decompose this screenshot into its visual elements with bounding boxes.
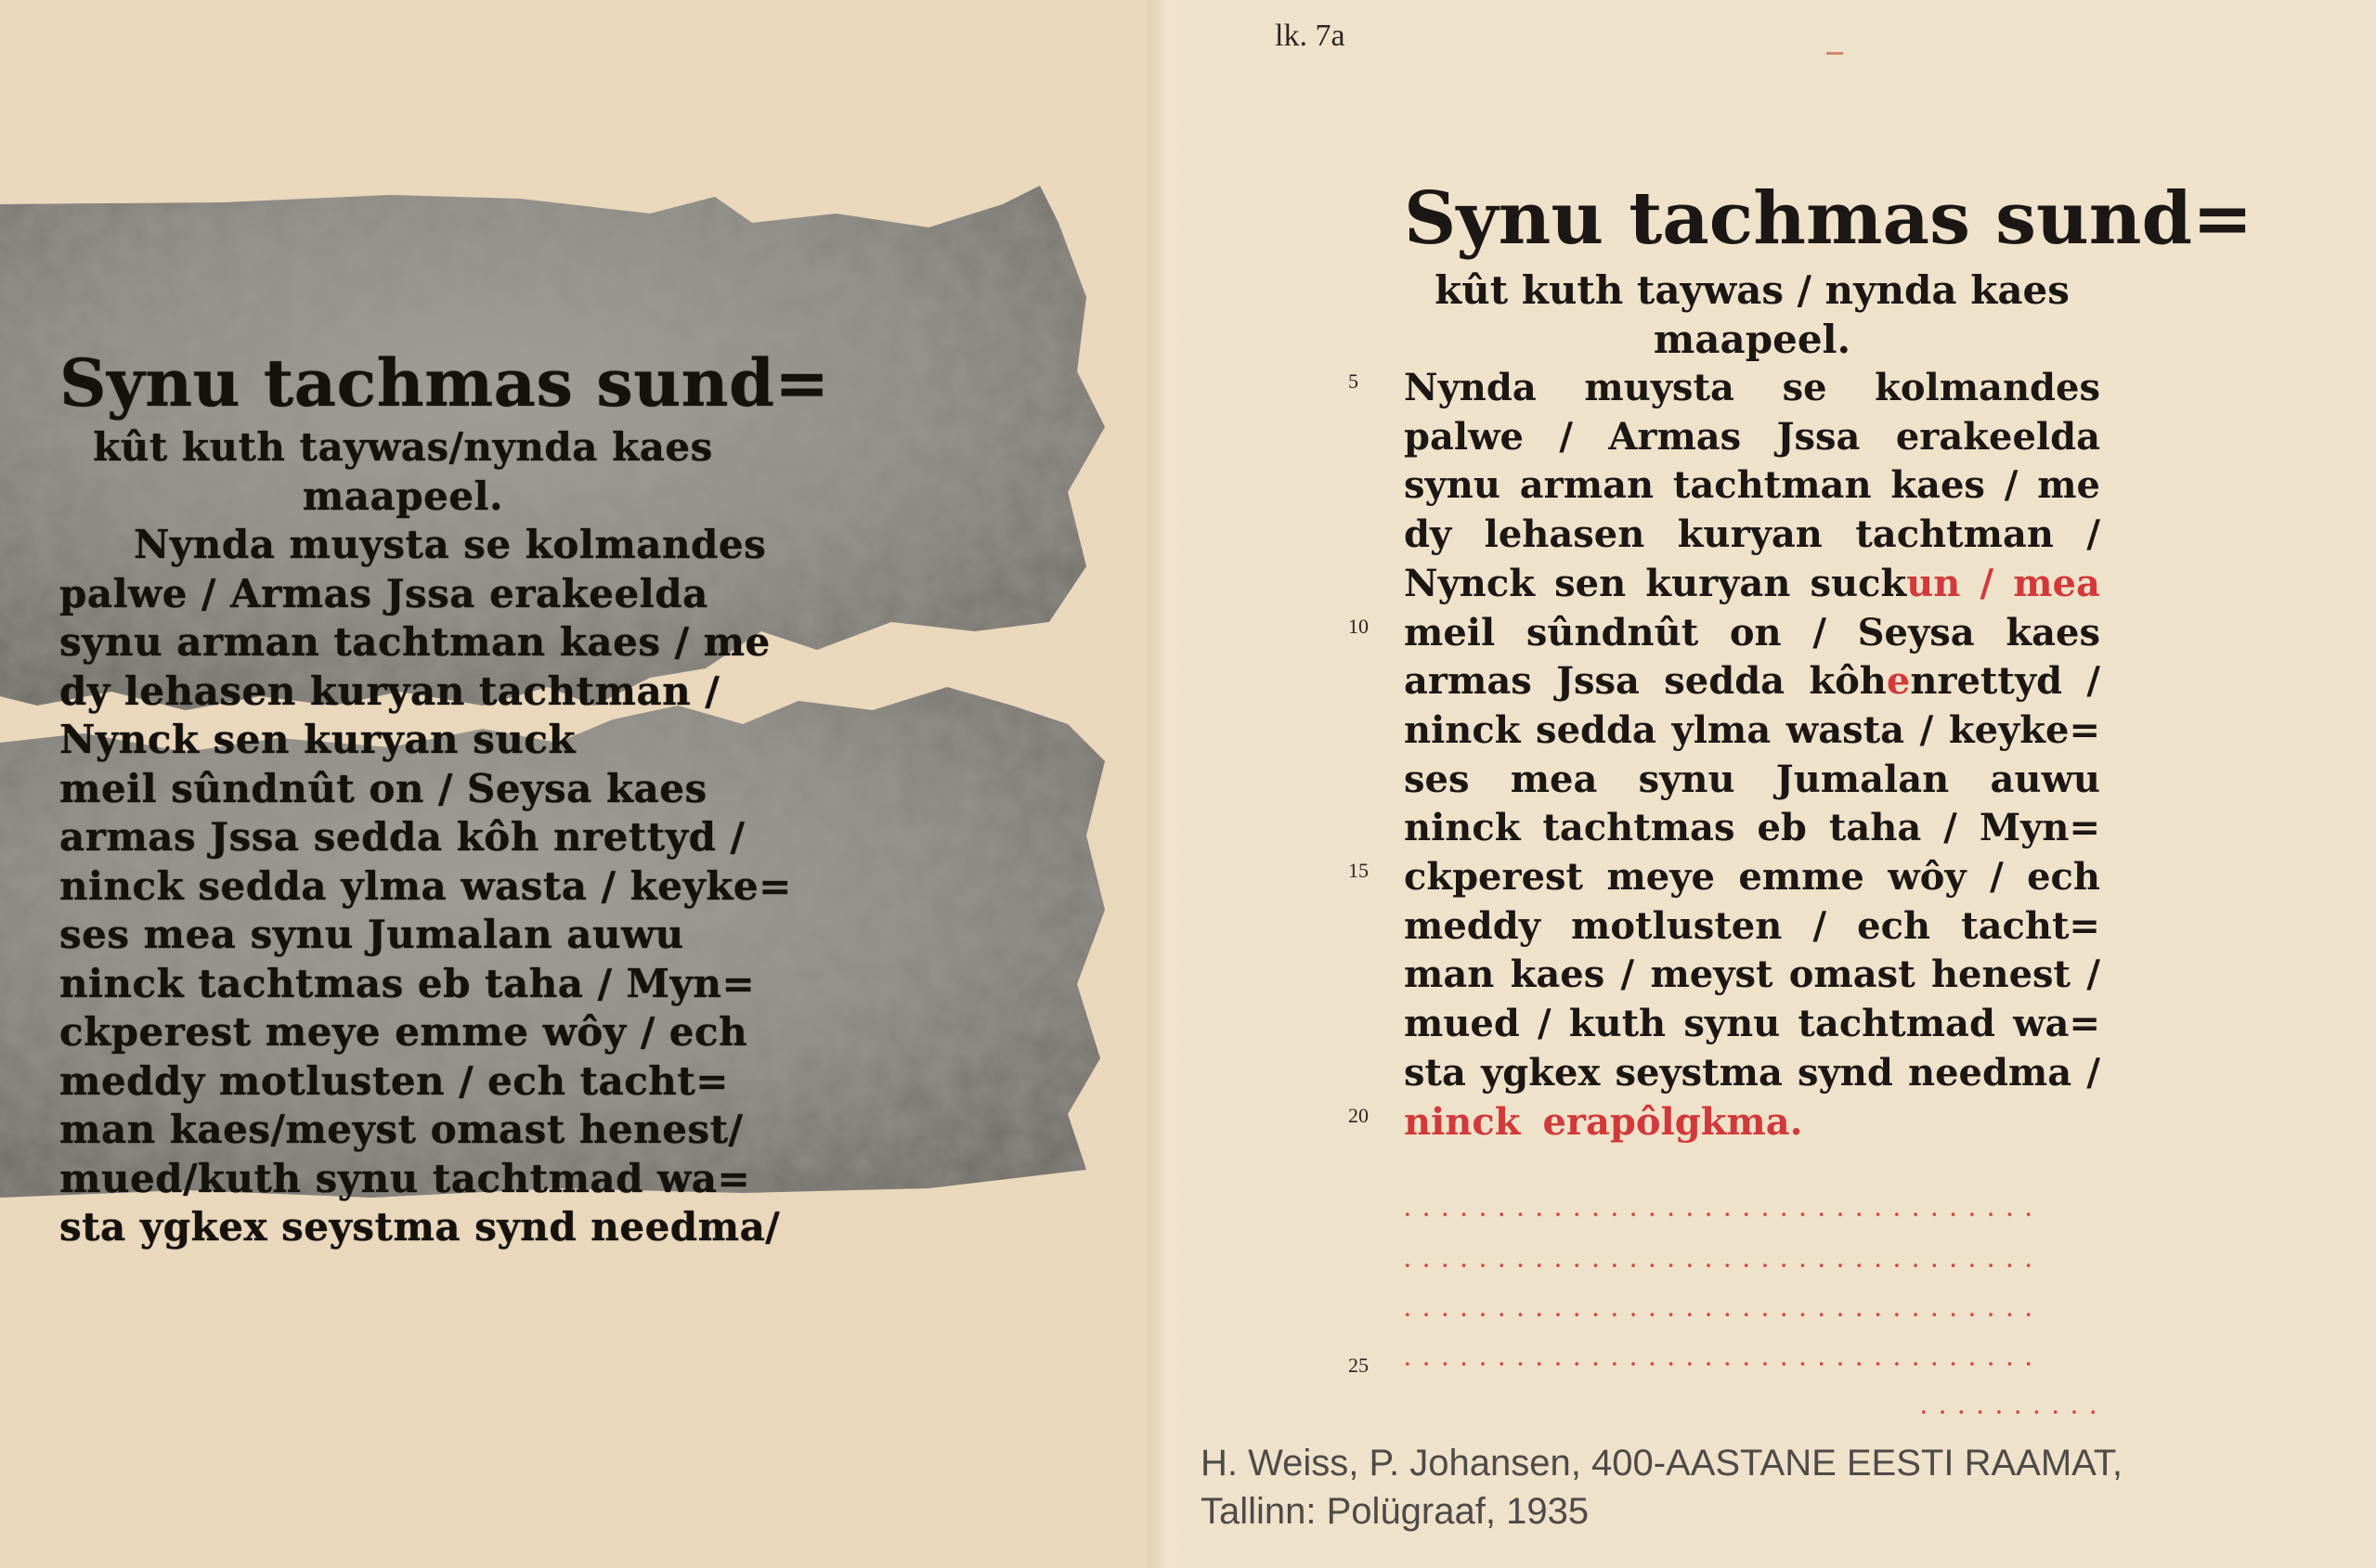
word-text: sedda xyxy=(1664,659,1785,704)
transcription-line xyxy=(1404,853,2100,902)
transcription xyxy=(1404,172,2253,1147)
rubric-text: un xyxy=(1906,561,1961,605)
transcription-word xyxy=(1671,706,1771,756)
rubric-text: e xyxy=(1886,659,1911,704)
word-text: wa= xyxy=(2013,1002,2100,1046)
transcription-word xyxy=(1812,902,1826,952)
word-text: lehasen xyxy=(1484,512,1645,557)
word-text: ylma xyxy=(1671,707,1772,752)
transcription-word xyxy=(1404,756,1470,805)
transcription-word xyxy=(1943,804,1957,853)
transcription-line xyxy=(1404,1049,2100,1098)
transcription-word xyxy=(1554,560,1626,609)
word-text: sûndnût xyxy=(1526,610,1699,654)
transcription-word xyxy=(1990,756,2100,805)
word-text: synu xyxy=(1404,463,1500,508)
transcription-word xyxy=(1526,609,1698,658)
transcription-word xyxy=(2006,609,2100,658)
word-text: / xyxy=(2086,952,2100,997)
transcription-body xyxy=(1404,364,2100,1147)
fragment-line: maapeel. xyxy=(302,473,504,519)
line-number: 20 xyxy=(1348,1103,1369,1127)
transcription-word xyxy=(1888,853,1966,902)
transcription-word xyxy=(1673,461,1872,511)
transcription-word xyxy=(1481,1049,1600,1098)
word-text: / xyxy=(2004,463,2019,508)
fragment-line: sta ygkex seystma synd needma/ xyxy=(59,1204,781,1250)
transcription-word xyxy=(1571,902,1782,952)
rubric-text: / xyxy=(1980,561,1994,605)
word-text: kuth xyxy=(1568,1002,1667,1046)
word-text: kaes xyxy=(1510,952,1605,997)
word-text: / xyxy=(2086,1050,2100,1095)
transcription-line xyxy=(1404,756,2100,805)
word-text: muysta xyxy=(1584,366,1734,409)
ink-mark xyxy=(1826,52,1843,55)
caption-line-2: Tallinn: Polügraaf, 1935 xyxy=(1201,1491,1590,1532)
dot-row: •••••••••••••••••••••••••••••••••• xyxy=(1404,1309,2045,1323)
word-text: Jssa xyxy=(1776,414,1861,459)
transcription-word xyxy=(1404,706,1520,756)
transcription-word xyxy=(1980,560,1994,609)
word-text: kaes xyxy=(1890,463,1985,508)
word-text: kolmandes xyxy=(1875,366,2100,409)
word-text: arman xyxy=(1519,463,1655,508)
transcription-word xyxy=(1559,413,1573,462)
transcription-word xyxy=(1990,853,2004,902)
word-text: needma xyxy=(1907,1050,2072,1095)
word-text: / xyxy=(2086,512,2100,557)
transcription-word xyxy=(1404,951,1494,1000)
rubric-text: erapôlgkma. xyxy=(1542,1099,1803,1144)
word-text: Armas xyxy=(1608,414,1742,459)
word-text: / xyxy=(1919,707,1934,752)
dot-row: •••••••••••••••••••••••••••••••••• xyxy=(1404,1260,2045,1274)
fragment-line: ses mea synu Jumalan auwu xyxy=(59,912,684,957)
line-number: 5 xyxy=(1348,369,1358,393)
word-text: palwe xyxy=(1404,414,1524,459)
transcription-word xyxy=(1857,902,1930,952)
word-text: / xyxy=(1812,903,1827,948)
transcription-word xyxy=(1404,364,1537,413)
transcription-word xyxy=(1569,1000,1666,1049)
word-text: meddy xyxy=(1404,903,1540,948)
transcription-word xyxy=(1645,560,1790,609)
dot-row: •••••••••••••••••••••••••••••••••• xyxy=(1404,1358,2045,1372)
word-text: on xyxy=(1729,610,1782,654)
source-caption xyxy=(1201,1439,2123,1536)
word-text: / xyxy=(1990,855,2004,900)
transcription-word xyxy=(1730,609,1782,658)
transcription-subtitle-line: kût kuth taywas / nynda kaes xyxy=(1435,267,2070,313)
fragment-line: ninck sedda ylma wasta / keyke= xyxy=(59,862,792,909)
fragment-line: meil sûndnût on / Seysa kaes xyxy=(59,765,708,811)
word-text: Jumalan xyxy=(1775,757,1950,801)
word-text: seystma xyxy=(1615,1050,1783,1095)
word-text: / xyxy=(1812,610,1826,654)
dot-row: •••••••••• xyxy=(1920,1406,2109,1420)
word-text: erakeelda xyxy=(1895,414,2100,459)
transcription-word xyxy=(2086,1049,2100,1098)
word-text: / xyxy=(1943,806,1957,850)
transcription-word xyxy=(1777,413,1861,462)
rubric-text: mea xyxy=(2013,561,2100,605)
word-text: ninck xyxy=(1404,806,1521,850)
line-number-25: 25 xyxy=(1348,1354,1369,1377)
transcription-title: Synu tachmas sund= xyxy=(1404,176,2253,261)
transcription-word xyxy=(1608,413,1741,462)
word-text: ech xyxy=(2027,855,2100,900)
word-text: / xyxy=(1559,414,1573,459)
word-text: synu xyxy=(1683,1002,1781,1046)
word-text: tachtman xyxy=(1855,512,2054,557)
word-text: tachtmad xyxy=(1798,1002,1995,1046)
word-text: taha xyxy=(1828,806,1922,850)
transcription-word xyxy=(1542,1098,1802,1147)
transcription-word xyxy=(2013,1000,2100,1049)
line-number: 15 xyxy=(1348,859,1369,882)
word-text: motlusten xyxy=(1571,903,1783,948)
word-text: kuryan xyxy=(1677,512,1823,557)
transcription-word xyxy=(1615,1049,1782,1098)
word-text: Nynck xyxy=(1404,561,1535,605)
transcription-line xyxy=(1404,511,2100,560)
fragment-line: kût kuth taywas/nynda kaes xyxy=(93,424,713,470)
transcription-word xyxy=(1511,951,1605,1000)
transcription-word xyxy=(1908,1049,2071,1098)
transcription-word xyxy=(1404,1049,1466,1098)
transcription-word xyxy=(1404,804,1520,853)
word-text: kôh xyxy=(1809,659,1887,704)
word-text: me xyxy=(2037,463,2100,508)
dot-row: •••••••••••••••••••••••••••••••••• xyxy=(1404,1209,2045,1223)
transcription-word xyxy=(1786,706,1904,756)
transcription-word xyxy=(2086,951,2100,1000)
transcription-word xyxy=(1556,657,1640,706)
transcription-word xyxy=(1980,804,2100,853)
word-text: meyst xyxy=(1650,952,1773,997)
transcription-word xyxy=(1485,511,1645,560)
transcription-word xyxy=(2013,560,2100,609)
transcription-word xyxy=(1812,609,1826,658)
facsimile-fragment xyxy=(0,186,1114,1263)
word-text: auwu xyxy=(1990,757,2100,801)
transcription-word xyxy=(2027,853,2100,902)
caption-line-1: H. Weiss, P. Johansen, 400-AASTANE EESTI RAAMAT, xyxy=(1201,1443,2123,1484)
fragment-line: synu arman tachtman kaes / me xyxy=(59,619,771,665)
fragment-line: meddy motlusten / ech tacht= xyxy=(59,1057,729,1104)
word-text: se xyxy=(1782,366,1827,409)
transcription-line xyxy=(1404,560,2100,609)
transcription-word xyxy=(1811,560,1961,609)
word-text: nrettyd xyxy=(1910,659,2063,704)
transcription-word xyxy=(1920,706,1934,756)
transcription-word xyxy=(2037,461,2100,511)
word-text: wasta xyxy=(1785,707,1905,752)
transcription-word xyxy=(1789,951,1915,1000)
word-text: henest xyxy=(1930,952,2071,997)
transcription-word xyxy=(1404,1000,1520,1049)
transcription-line xyxy=(1404,951,2100,1000)
fragment-line: man kaes/meyst omast henest/ xyxy=(59,1107,744,1152)
transcription-word xyxy=(1896,413,2100,462)
word-text: / xyxy=(2086,659,2100,704)
transcription-line xyxy=(1404,804,2100,853)
word-text: sen xyxy=(1554,561,1627,605)
word-text: sedda xyxy=(1536,707,1656,752)
word-text: keyke= xyxy=(1948,707,2100,752)
transcription-word xyxy=(1949,706,2100,756)
transcription-word xyxy=(1858,609,1975,658)
transcription-word xyxy=(1404,657,1532,706)
transcription-line xyxy=(1404,364,2100,413)
word-text: Jssa xyxy=(1556,659,1640,704)
fragment-line: dy lehasen kuryan tachtman / xyxy=(59,667,721,714)
word-text: tachtmas xyxy=(1542,806,1735,850)
word-text: mued xyxy=(1404,1002,1520,1046)
transcription-word xyxy=(2086,657,2100,706)
transcription-word xyxy=(1404,902,1540,952)
word-text: omast xyxy=(1788,952,1915,997)
word-text: meye xyxy=(1606,855,1715,900)
fragment-text xyxy=(59,343,830,1252)
word-text: Seysa xyxy=(1857,610,1975,654)
word-text: kaes xyxy=(2006,610,2100,654)
word-text: dy xyxy=(1404,512,1452,557)
fragment-line: ninck tachtmas eb taha / Myn= xyxy=(59,960,756,1006)
word-text: / xyxy=(1538,1002,1552,1046)
transcription-word xyxy=(1683,1000,1780,1049)
fragment-title: Synu tachmas sund= xyxy=(59,344,830,421)
word-text: meil xyxy=(1404,610,1496,654)
word-text: wôy xyxy=(1888,855,1967,900)
transcription-word xyxy=(1776,756,1949,805)
word-text: Nynda xyxy=(1404,366,1537,409)
transcription-word xyxy=(1520,461,1654,511)
word-text: eb xyxy=(1757,806,1807,850)
word-text: man xyxy=(1404,952,1495,997)
word-text: synd xyxy=(1798,1050,1893,1095)
transcription-word xyxy=(1511,756,1598,805)
page-reference: lk. 7a xyxy=(1275,19,1345,53)
word-text: ckperest xyxy=(1404,855,1584,900)
transcription-word xyxy=(1538,1000,1552,1049)
transcription-word xyxy=(1890,461,1985,511)
transcription-word xyxy=(1404,413,1524,462)
fragment-line: Nynda muysta se kolmandes xyxy=(134,522,767,567)
transcription-line xyxy=(1404,902,2100,952)
transcription-word xyxy=(1404,461,1500,511)
transcription-word xyxy=(1404,853,1583,902)
word-text: tachtman xyxy=(1672,463,1872,508)
transcription-line xyxy=(1404,413,2100,462)
transcription-subtitle-line: maapeel. xyxy=(1653,316,1851,362)
transcription-word xyxy=(1542,804,1734,853)
book-gutter xyxy=(1148,0,1185,1568)
transcription-line xyxy=(1404,609,2100,658)
transcription-word xyxy=(1875,364,2100,413)
transcription-word xyxy=(1650,951,1772,1000)
fragment-line: palwe / Armas Jssa erakeelda xyxy=(59,570,708,616)
word-text: mea xyxy=(1510,757,1598,801)
transcription-word xyxy=(1961,902,2100,952)
rubric-text: ninck xyxy=(1404,1099,1521,1144)
transcription-word xyxy=(1783,364,1827,413)
word-text: ses xyxy=(1404,757,1470,801)
transcription-line xyxy=(1404,706,2100,756)
fragment-line: armas Jssa sedda kôh nrettyd / xyxy=(59,814,746,860)
fragment-line: Nynck sen kuryan suck xyxy=(59,717,577,762)
word-text: armas xyxy=(1404,659,1532,704)
word-text: tacht= xyxy=(1961,903,2100,948)
word-text: / xyxy=(1620,952,1635,997)
transcription-word xyxy=(1664,657,1785,706)
transcription-line xyxy=(1404,657,2100,706)
transcription-word xyxy=(1404,609,1495,658)
word-text: ech xyxy=(1857,903,1931,948)
transcription-word xyxy=(1855,511,2054,560)
word-text: ninck xyxy=(1404,707,1521,752)
transcription-word xyxy=(1606,853,1714,902)
transcription-word xyxy=(1738,853,1864,902)
fragment-line: ckperest meye emme wôy / ech xyxy=(59,1009,748,1055)
transcription-word xyxy=(1829,804,1921,853)
transcription-word xyxy=(1757,804,1806,853)
fragment-line: mued/kuth synu tachtmad wa= xyxy=(59,1155,751,1201)
transcription-word xyxy=(1678,511,1823,560)
transcription-line xyxy=(1404,1000,2100,1049)
word-text: emme xyxy=(1738,855,1864,900)
word-text: suck xyxy=(1810,561,1907,605)
transcription-word xyxy=(1404,1098,1520,1147)
word-text: sta xyxy=(1404,1050,1466,1095)
transcription-word xyxy=(1536,706,1656,756)
transcription-word xyxy=(1809,657,2062,706)
transcription-line xyxy=(1404,1098,2100,1147)
transcription-line xyxy=(1404,461,2100,511)
transcription-word xyxy=(1404,511,1451,560)
transcription-word xyxy=(2086,511,2100,560)
word-text: synu xyxy=(1638,757,1735,801)
transcription-word xyxy=(1931,951,2071,1000)
word-text: Myn= xyxy=(1979,806,2100,850)
transcription-word xyxy=(1798,1000,1995,1049)
word-text: kuryan xyxy=(1645,561,1791,605)
transcription-word xyxy=(1639,756,1735,805)
transcription-word xyxy=(1621,951,1635,1000)
transcription-word xyxy=(1798,1049,1893,1098)
line-number: 10 xyxy=(1348,614,1369,638)
transcription-word xyxy=(1584,364,1734,413)
word-text: ygkex xyxy=(1481,1050,1601,1095)
transcription-word xyxy=(1404,560,1535,609)
transcription-word xyxy=(2005,461,2019,511)
